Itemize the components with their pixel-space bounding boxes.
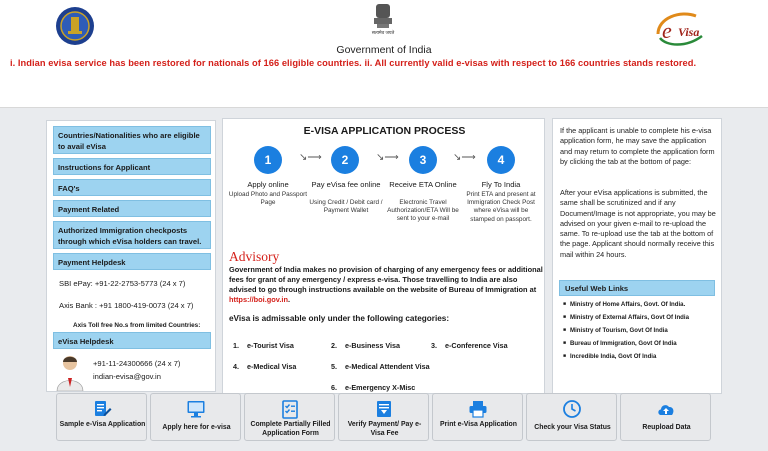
process-panel (222, 118, 545, 394)
verify-payment-button[interactable] (338, 393, 429, 441)
step-4-desc: Print ETA and present at Immigration Check Post where eVisa will be stamped on passport. (466, 191, 536, 223)
reupload-data-label: Reupload Data (642, 424, 691, 431)
visa-category-number: 2. (331, 341, 337, 350)
advisory-body: Government of India makes no provision of charging of any emergency fees or additional fees for grant of any emergency / express e-visa. Those travelling to India are also advised to go through instructions available on the website of Bureau of Immigration at (229, 265, 543, 294)
helpdesk-person-icon (55, 353, 85, 391)
step-1-circle: 1 (254, 146, 282, 174)
step-2-title: Pay eVisa fee online (311, 180, 381, 189)
sbi-epay-contact: SBI ePay: +91-22-2753-5773 (24 x 7) (59, 279, 186, 288)
link-ministry-home-affairs[interactable]: ■ Ministry of Home Affairs, Govt. Of India. (563, 301, 685, 308)
link-bureau-immigration[interactable]: ■ Bureau of Immigration, Govt Of India (563, 340, 677, 347)
svg-text:e: e (662, 18, 672, 43)
sidebar-item-eligible-countries[interactable]: Countries/Nationalities who are eligible to avail eVisa (53, 126, 211, 154)
complete-partial-form-button[interactable] (244, 393, 335, 441)
sidebar (46, 120, 216, 392)
reupload-data-button[interactable] (620, 393, 711, 441)
evisa-logo-text: Visa (678, 25, 700, 39)
visa-category-emedical-attendent: e-Medical Attendent Visa (345, 362, 430, 371)
visa-category-ebusiness: e-Business Visa (345, 341, 401, 350)
toll-free-note: Axis Toll free No.s from limited Countries: (73, 322, 201, 329)
announcement-ticker[interactable]: i. Indian evisa service has been restored for nationals of 166 eligible countries. ii. All currently valid e-visas with respect to 166 countries stands restored. (10, 58, 697, 68)
clock-icon (562, 399, 582, 419)
link-incredible-india[interactable]: ■ Incredible India, Govt Of India (563, 353, 656, 360)
useful-links-heading: Useful Web Links (559, 280, 715, 296)
visa-category-etourist: e-Tourist Visa (247, 341, 294, 350)
step-2-circle: 2 (331, 146, 359, 174)
sample-evisa-label: Sample e-Visa Application (59, 421, 146, 428)
advisory-tail: . (287, 295, 291, 304)
apply-evisa-label: Apply here for e-visa (162, 424, 231, 431)
print-evisa-button[interactable] (432, 393, 523, 441)
site-header (0, 0, 768, 108)
visa-category-econference: e-Conference Visa (445, 341, 508, 350)
print-evisa-label: Print e-Visa Application (440, 421, 517, 428)
cloud-upload-icon (656, 399, 676, 419)
axis-bank-contact: Axis Bank : +91 1800-419-0073 (24 x 7) (59, 301, 194, 310)
printer-icon (468, 399, 488, 419)
arrow-icon: ↘⟶ (299, 152, 322, 163)
ministry-seal-logo (55, 6, 95, 46)
visa-category-emedical: e-Medical Visa (247, 362, 297, 371)
sidebar-item-instructions[interactable]: Instructions for Applicant (53, 158, 211, 175)
arrow-icon: ↘⟶ (453, 152, 476, 163)
sidebar-item-evisa-helpdesk[interactable]: eVisa Helpdesk (53, 332, 211, 349)
process-title: E-VISA APPLICATION PROCESS (303, 125, 466, 137)
apply-evisa-button[interactable] (150, 393, 241, 441)
helpdesk-email[interactable]: indian-evisa@gov.in (93, 372, 161, 381)
sidebar-item-payment-helpdesk[interactable]: Payment Helpdesk (53, 253, 211, 270)
checklist-icon (280, 399, 300, 419)
visa-categories-heading: eVisa is admissable only under the following categories: (229, 314, 450, 323)
edit-document-icon (92, 399, 112, 419)
step-3-title: Receive ETA Online (389, 180, 457, 189)
boi-link[interactable]: https://boi.gov.in (229, 295, 288, 304)
payment-document-icon (374, 399, 394, 419)
advisory-text (229, 265, 543, 305)
visa-category-number: 4. (233, 362, 239, 371)
step-4-circle: 4 (487, 146, 515, 174)
link-ministry-tourism[interactable]: ■ Ministry of Tourism, Govt Of India (563, 327, 668, 334)
sidebar-item-immigration-checkposts[interactable]: Authorized Immigration checkposts through which eVisa holders can travel. (53, 221, 211, 249)
check-visa-status-label: Check your Visa Status (534, 424, 611, 431)
step-3-desc: Electronic Travel Authorization/ETA Will be sent to your e-mail (387, 199, 459, 223)
sidebar-item-payment-related[interactable]: Payment Related (53, 200, 211, 217)
check-visa-status-button[interactable] (526, 393, 617, 441)
helpdesk-phone: +91-11-24300666 (24 x 7) (93, 359, 181, 368)
link-ministry-external-affairs[interactable]: ■ Ministry of External Affairs, Govt Of India (563, 314, 689, 321)
step-1-desc: Upload Photo and Passport Page (228, 191, 308, 207)
monitor-icon (186, 399, 206, 419)
visa-category-number: 1. (233, 341, 239, 350)
step-2-desc: Using Credit / Debit card / Payment Wallet (309, 199, 383, 215)
evisa-logo (650, 4, 714, 50)
step-3-circle: 3 (409, 146, 437, 174)
emblem-caption: सत्यमेव जयते (371, 30, 395, 35)
sample-evisa-button[interactable] (56, 393, 147, 441)
info-panel (552, 118, 722, 394)
advisory-heading: Advisory (229, 249, 280, 264)
verify-payment-label: Verify Payment/ Pay e-Visa Fee (347, 421, 422, 437)
step-4-title: Fly To India (481, 180, 521, 189)
visa-category-number: 5. (331, 362, 337, 371)
visa-category-number: 3. (431, 341, 437, 350)
national-emblem-icon (370, 2, 396, 42)
visa-category-number: 6. (331, 383, 337, 392)
arrow-icon: ↘⟶ (376, 152, 399, 163)
save-application-info: If the applicant is unable to complete his e-visa application form, he may save the application and may return to complete the application form by clicking the tab at the bottom of page: (560, 126, 715, 166)
government-title: Government of India (336, 44, 432, 56)
reupload-info: After your eVisa applications is submitted, the same shall be scrutinized and if any Document/Image is not appropriate, you may be advised on your given e-mail to re-upload the same. To re-upload use the tab at the bottom of the page. Applicant should normally receive this mail within 24 hours. (560, 188, 716, 259)
complete-partial-form-label: Complete Partially Filled Application Form (250, 421, 331, 437)
visa-category-eemergency: e-Emergency X-Misc (345, 383, 416, 392)
sidebar-item-faqs[interactable]: FAQ's (53, 179, 211, 196)
step-1-title: Apply online (247, 180, 289, 189)
